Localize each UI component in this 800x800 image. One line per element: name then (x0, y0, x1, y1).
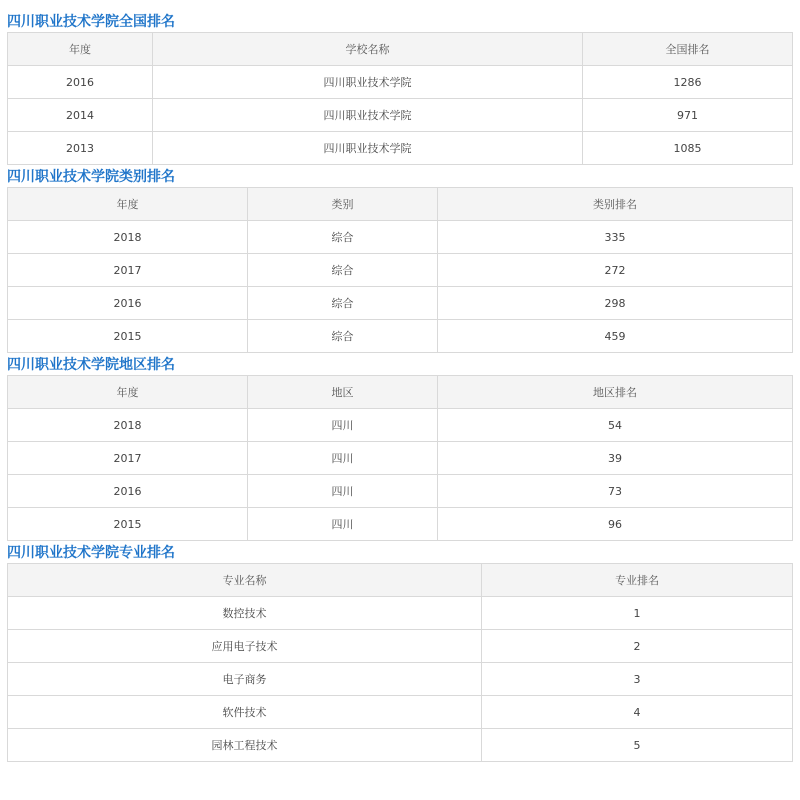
region-ranking-table (7, 375, 793, 541)
cell-rank: 1 (482, 597, 793, 630)
cell-major-name: 应用电子技术 (8, 630, 482, 663)
cell-category: 综合 (248, 320, 438, 353)
cell-rank: 1286 (583, 66, 793, 99)
table-row (8, 287, 793, 320)
header-year: 年度 (8, 376, 248, 409)
cell-major-name: 电子商务 (8, 663, 482, 696)
cell-rank: 39 (438, 442, 793, 475)
cell-rank: 335 (438, 221, 793, 254)
cell-category: 综合 (248, 221, 438, 254)
national-ranking-table (7, 32, 793, 165)
cell-year: 2016 (8, 66, 153, 99)
cell-rank: 272 (438, 254, 793, 287)
table-row (8, 66, 793, 99)
table-row (8, 696, 793, 729)
cell-rank: 459 (438, 320, 793, 353)
table-row (8, 508, 793, 541)
cell-rank: 3 (482, 663, 793, 696)
table-row (8, 221, 793, 254)
header-category: 类别 (248, 188, 438, 221)
table-row (8, 254, 793, 287)
header-national-rank: 全国排名 (583, 33, 793, 66)
table-row (8, 630, 793, 663)
cell-region: 四川 (248, 442, 438, 475)
table-header-row (8, 376, 793, 409)
cell-year: 2016 (8, 287, 248, 320)
header-major-rank: 专业排名 (482, 564, 793, 597)
header-category-rank: 类别排名 (438, 188, 793, 221)
header-school-name: 学校名称 (153, 33, 583, 66)
table-row (8, 475, 793, 508)
cell-year: 2015 (8, 508, 248, 541)
cell-year: 2013 (8, 132, 153, 165)
header-year: 年度 (8, 33, 153, 66)
header-region-rank: 地区排名 (438, 376, 793, 409)
cell-year: 2018 (8, 221, 248, 254)
cell-year: 2014 (8, 99, 153, 132)
cell-region: 四川 (248, 409, 438, 442)
cell-rank: 971 (583, 99, 793, 132)
cell-rank: 54 (438, 409, 793, 442)
cell-rank: 5 (482, 729, 793, 762)
cell-major-name: 数控技术 (8, 597, 482, 630)
table-row (8, 132, 793, 165)
cell-rank: 298 (438, 287, 793, 320)
table-row (8, 729, 793, 762)
cell-year: 2018 (8, 409, 248, 442)
cell-school-name: 四川职业技术学院 (153, 66, 583, 99)
cell-year: 2015 (8, 320, 248, 353)
table-row (8, 99, 793, 132)
region-ranking-title: 四川职业技术学院地区排名 (7, 357, 175, 373)
category-ranking-table (7, 187, 793, 353)
table-header-row (8, 33, 793, 66)
cell-school-name: 四川职业技术学院 (153, 132, 583, 165)
cell-rank: 1085 (583, 132, 793, 165)
cell-rank: 4 (482, 696, 793, 729)
cell-school-name: 四川职业技术学院 (153, 99, 583, 132)
table-row (8, 597, 793, 630)
table-row (8, 320, 793, 353)
cell-major-name: 软件技术 (8, 696, 482, 729)
table-row (8, 409, 793, 442)
cell-category: 综合 (248, 287, 438, 320)
cell-region: 四川 (248, 475, 438, 508)
category-ranking-title: 四川职业技术学院类别排名 (7, 169, 175, 185)
cell-rank: 2 (482, 630, 793, 663)
cell-year: 2016 (8, 475, 248, 508)
header-major-name: 专业名称 (8, 564, 482, 597)
cell-major-name: 园林工程技术 (8, 729, 482, 762)
cell-region: 四川 (248, 508, 438, 541)
header-year: 年度 (8, 188, 248, 221)
header-region: 地区 (248, 376, 438, 409)
table-row (8, 442, 793, 475)
cell-rank: 96 (438, 508, 793, 541)
cell-rank: 73 (438, 475, 793, 508)
table-row (8, 663, 793, 696)
cell-year: 2017 (8, 254, 248, 287)
national-ranking-title: 四川职业技术学院全国排名 (7, 14, 175, 30)
major-ranking-table (7, 563, 793, 762)
table-header-row (8, 564, 793, 597)
cell-category: 综合 (248, 254, 438, 287)
table-header-row (8, 188, 793, 221)
cell-year: 2017 (8, 442, 248, 475)
major-ranking-title: 四川职业技术学院专业排名 (7, 545, 175, 561)
